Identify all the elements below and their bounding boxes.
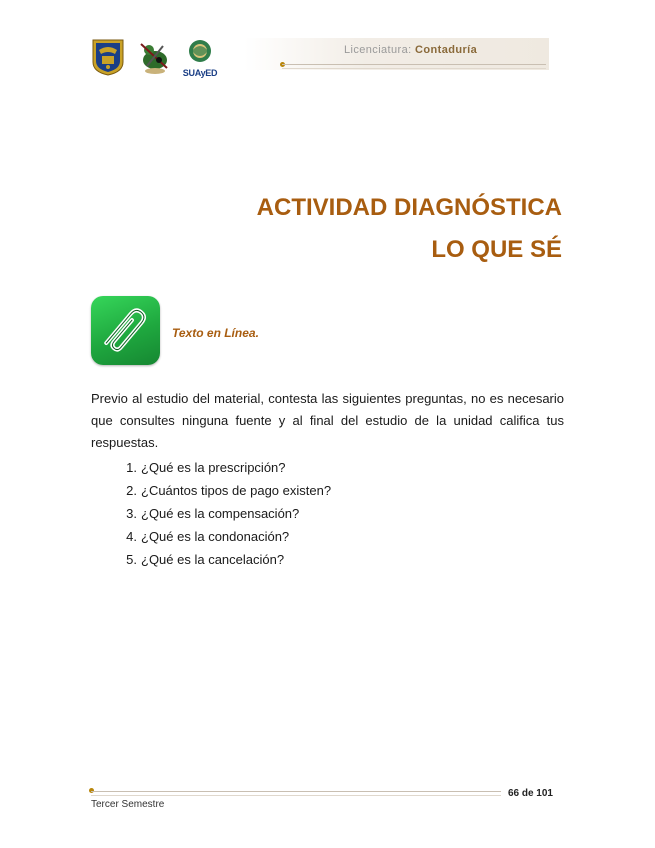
question-number: 3. (126, 506, 137, 521)
paperclip-icon (91, 296, 160, 365)
semester-label: Tercer Semestre (91, 799, 165, 810)
list-item (91, 548, 531, 571)
question-number: 2. (126, 483, 137, 498)
program-label: Licenciatura: (344, 44, 412, 56)
fca-logo (137, 38, 173, 76)
question-text: ¿Qué es la condonación? (141, 529, 290, 544)
footer-divider (91, 791, 501, 792)
list-item (91, 456, 531, 479)
question-text: ¿Qué es la prescripción? (141, 460, 286, 475)
question-text: ¿Qué es la compensación? (141, 506, 300, 521)
program-name: Contaduría (415, 44, 478, 56)
question-number: 5. (126, 552, 137, 567)
activity-title: ACTIVIDAD DIAGNÓSTICA (256, 194, 562, 221)
list-item (91, 502, 531, 525)
question-text: ¿Cuántos tipos de pago existen? (141, 483, 332, 498)
question-text: ¿Qué es la cancelación? (141, 552, 285, 567)
unam-logo (91, 38, 125, 76)
intro-paragraph: Previo al estudio del material, contesta las siguientes preguntas, no es necesario que consultes ninguna fuente y al final del estudio de la unidad califica tus respuestas. (91, 391, 564, 450)
page-number: 66 de 101 (507, 788, 553, 799)
footer-divider-secondary (91, 795, 501, 796)
suayed-logo-text: SUAyED (182, 68, 218, 78)
program-heading (344, 44, 477, 56)
header-divider (282, 64, 546, 65)
list-item (91, 525, 531, 548)
header-divider-secondary (282, 68, 546, 69)
question-number: 4. (126, 529, 137, 544)
suayed-logo (180, 38, 220, 78)
question-list (91, 456, 531, 571)
list-item (91, 479, 531, 502)
resource-type-label: Texto en Línea. (172, 326, 259, 340)
activity-subtitle: LO QUE SÉ (431, 236, 562, 263)
question-number: 1. (126, 460, 137, 475)
